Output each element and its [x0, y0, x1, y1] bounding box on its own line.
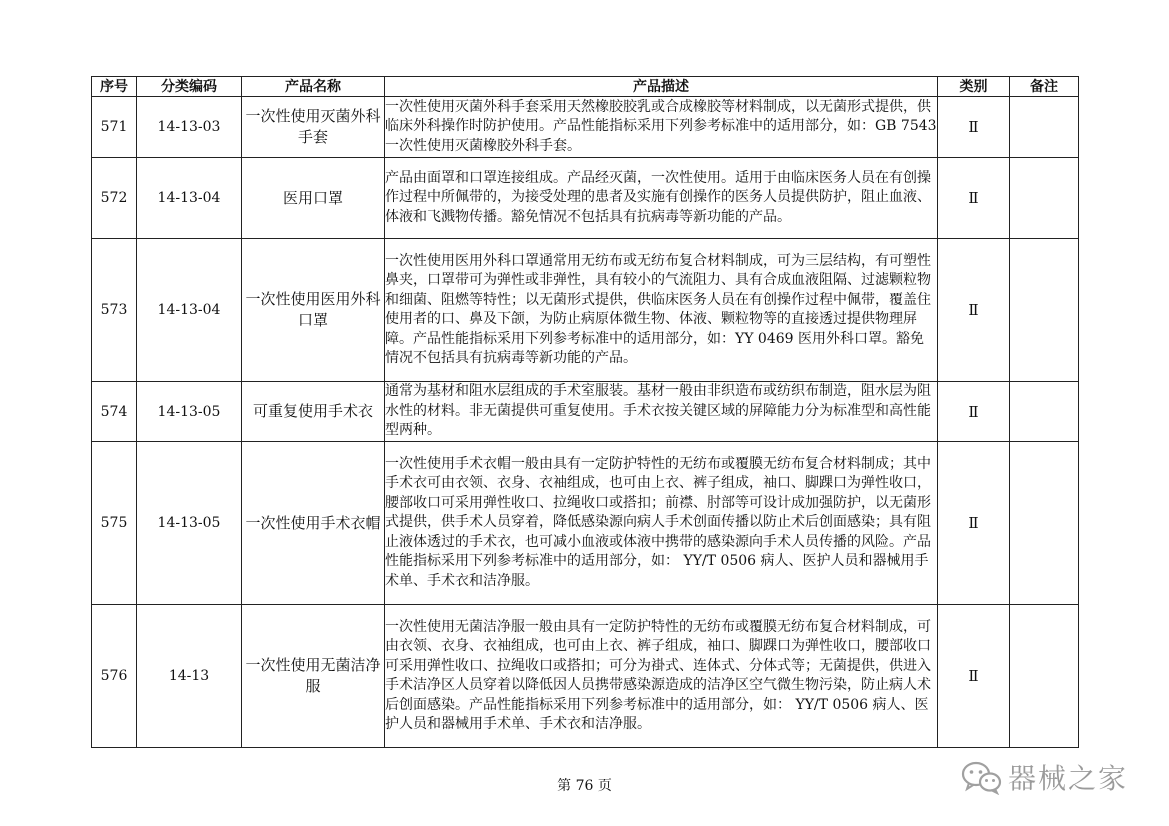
cell-category-code: 14-13-04 [137, 239, 242, 382]
header-remark: 备注 [1010, 77, 1079, 97]
cell-class: Ⅱ [938, 382, 1010, 442]
cell-product-description: 一次性使用无菌洁净服一般由具有一定防护特性的无纺布或覆膜无纺布复合材料制成，可由衣领、衣身、衣袖组成，也可由上衣、裤子组成，袖口、脚踝口为弹性收口，腰部收口可采用弹性收口、拉绳收口或搭扣；可分为褂式、连体式、分体式等；无菌提供，供进入手术洁净区人员穿着以降低因人员携带感染源造成的洁净区空气微生物污染，防止病人术后创面感染。产品性能指标采用下列参考标准中的适用部分，如： YY/T 0506 病人、医护人员和器械用手术单、手术衣和洁净服。 [385, 605, 938, 748]
cell-product-description: 一次性使用医用外科口罩通常用无纺布或无纺布复合材料制成，可为三层结构，有可塑性鼻夹，口罩带可为弹性或非弹性，具有较小的气流阻力、具有合成血液阻隔、过滤颗粒物和细菌、阻燃等特性；以无菌形式提供，供临床医务人员在有创操作过程中佩带，覆盖住使用者的口、鼻及下颌，为防止病原体微生物、体液、颗粒物等的直接透过提供物理屏障。产品性能指标采用下列参考标准中的适用部分，如：YY 0469 医用外科口罩。豁免情况不包括具有抗病毒等新功能的产品。 [385, 239, 938, 382]
wechat-icon [960, 759, 1002, 795]
cell-category-code: 14-13-03 [137, 97, 242, 158]
cell-remark [1010, 158, 1079, 239]
cell-class: Ⅱ [938, 239, 1010, 382]
table-row [92, 382, 1079, 442]
cell-product-name: 可重复使用手术衣 [242, 382, 385, 442]
cell-class: Ⅱ [938, 442, 1010, 605]
cell-serial-number: 572 [92, 158, 137, 239]
cell-remark [1010, 239, 1079, 382]
page-number: 第 76 页 [557, 778, 612, 794]
cell-category-code: 14-13-05 [137, 382, 242, 442]
header-product-description: 产品描述 [385, 77, 938, 97]
header-product-name: 产品名称 [242, 77, 385, 97]
watermark-text: 器械之家 [1008, 762, 1129, 795]
header-class: 类别 [938, 77, 1010, 97]
cell-serial-number: 573 [92, 239, 137, 382]
cell-product-description: 通常为基材和阻水层组成的手术室服装。基材一般由非织造布或纺织布制造，阻水层为阻水性的材料。非无菌提供可重复使用。手术衣按关键区域的屏障能力分为标准型和高性能型两种。 [385, 382, 938, 442]
cell-serial-number: 576 [92, 605, 137, 748]
table-header-row [92, 77, 1079, 97]
cell-product-name: 一次性使用无菌洁净服 [242, 605, 385, 748]
cell-product-name: 一次性使用手术衣帽 [242, 442, 385, 605]
cell-remark [1010, 97, 1079, 158]
cell-product-name: 一次性使用医用外科口罩 [242, 239, 385, 382]
header-category-code: 分类编码 [137, 77, 242, 97]
table-row [92, 239, 1079, 382]
cell-class: Ⅱ [938, 158, 1010, 239]
cell-class: Ⅱ [938, 605, 1010, 748]
table-row [92, 97, 1079, 158]
cell-remark [1010, 605, 1079, 748]
cell-product-description: 一次性使用灭菌外科手套采用天然橡胶胶乳或合成橡胶等材料制成，以无菌形式提供，供临床外科操作时防护使用。产品性能指标采用下列参考标准中的适用部分，如：GB 7543 一次性使用灭菌橡胶外科手套。 [385, 97, 938, 158]
cell-product-name: 一次性使用灭菌外科手套 [242, 97, 385, 158]
cell-category-code: 14-13 [137, 605, 242, 748]
cell-product-name: 医用口罩 [242, 158, 385, 239]
cell-category-code: 14-13-04 [137, 158, 242, 239]
header-serial-number: 序号 [92, 77, 137, 97]
cell-remark [1010, 382, 1079, 442]
watermark [960, 757, 1128, 797]
cell-category-code: 14-13-05 [137, 442, 242, 605]
cell-class: Ⅱ [938, 97, 1010, 158]
cell-product-description: 产品由面罩和口罩连接组成。产品经灭菌，一次性使用。适用于由临床医务人员在有创操作过程中所佩带的，为接受处理的患者及实施有创操作的医务人员提供防护，阻止血液、体液和飞溅物传播。豁免情况不包括具有抗病毒等新功能的产品。 [385, 158, 938, 239]
cell-product-description: 一次性使用手术衣帽一般由具有一定防护特性的无纺布或覆膜无纺布复合材料制成；其中手术衣可由衣领、衣身、衣袖组成，也可由上衣、裤子组成，袖口、脚踝口为弹性收口，腰部收口可采用弹性收口、拉绳收口或搭扣；前襟、肘部等可设计成加强防护，以无菌形式提供，供手术人员穿着，降低感染源向病人手术创面传播以防止术后创面感染；具有阻止液体透过的手术衣，也可减小血液或体液中携带的感染源向手术人员传播的风险。产品性能指标采用下列参考标准中的适用部分，如： YY/T 0506 病人、医护人员和器械用手术单、手术衣和洁净服。 [385, 442, 938, 605]
cell-serial-number: 574 [92, 382, 137, 442]
table-row [92, 158, 1079, 239]
cell-serial-number: 575 [92, 442, 137, 605]
product-catalog-table [91, 76, 1079, 748]
table-row [92, 605, 1079, 748]
table-row [92, 442, 1079, 605]
cell-serial-number: 571 [92, 97, 137, 158]
cell-remark [1010, 442, 1079, 605]
